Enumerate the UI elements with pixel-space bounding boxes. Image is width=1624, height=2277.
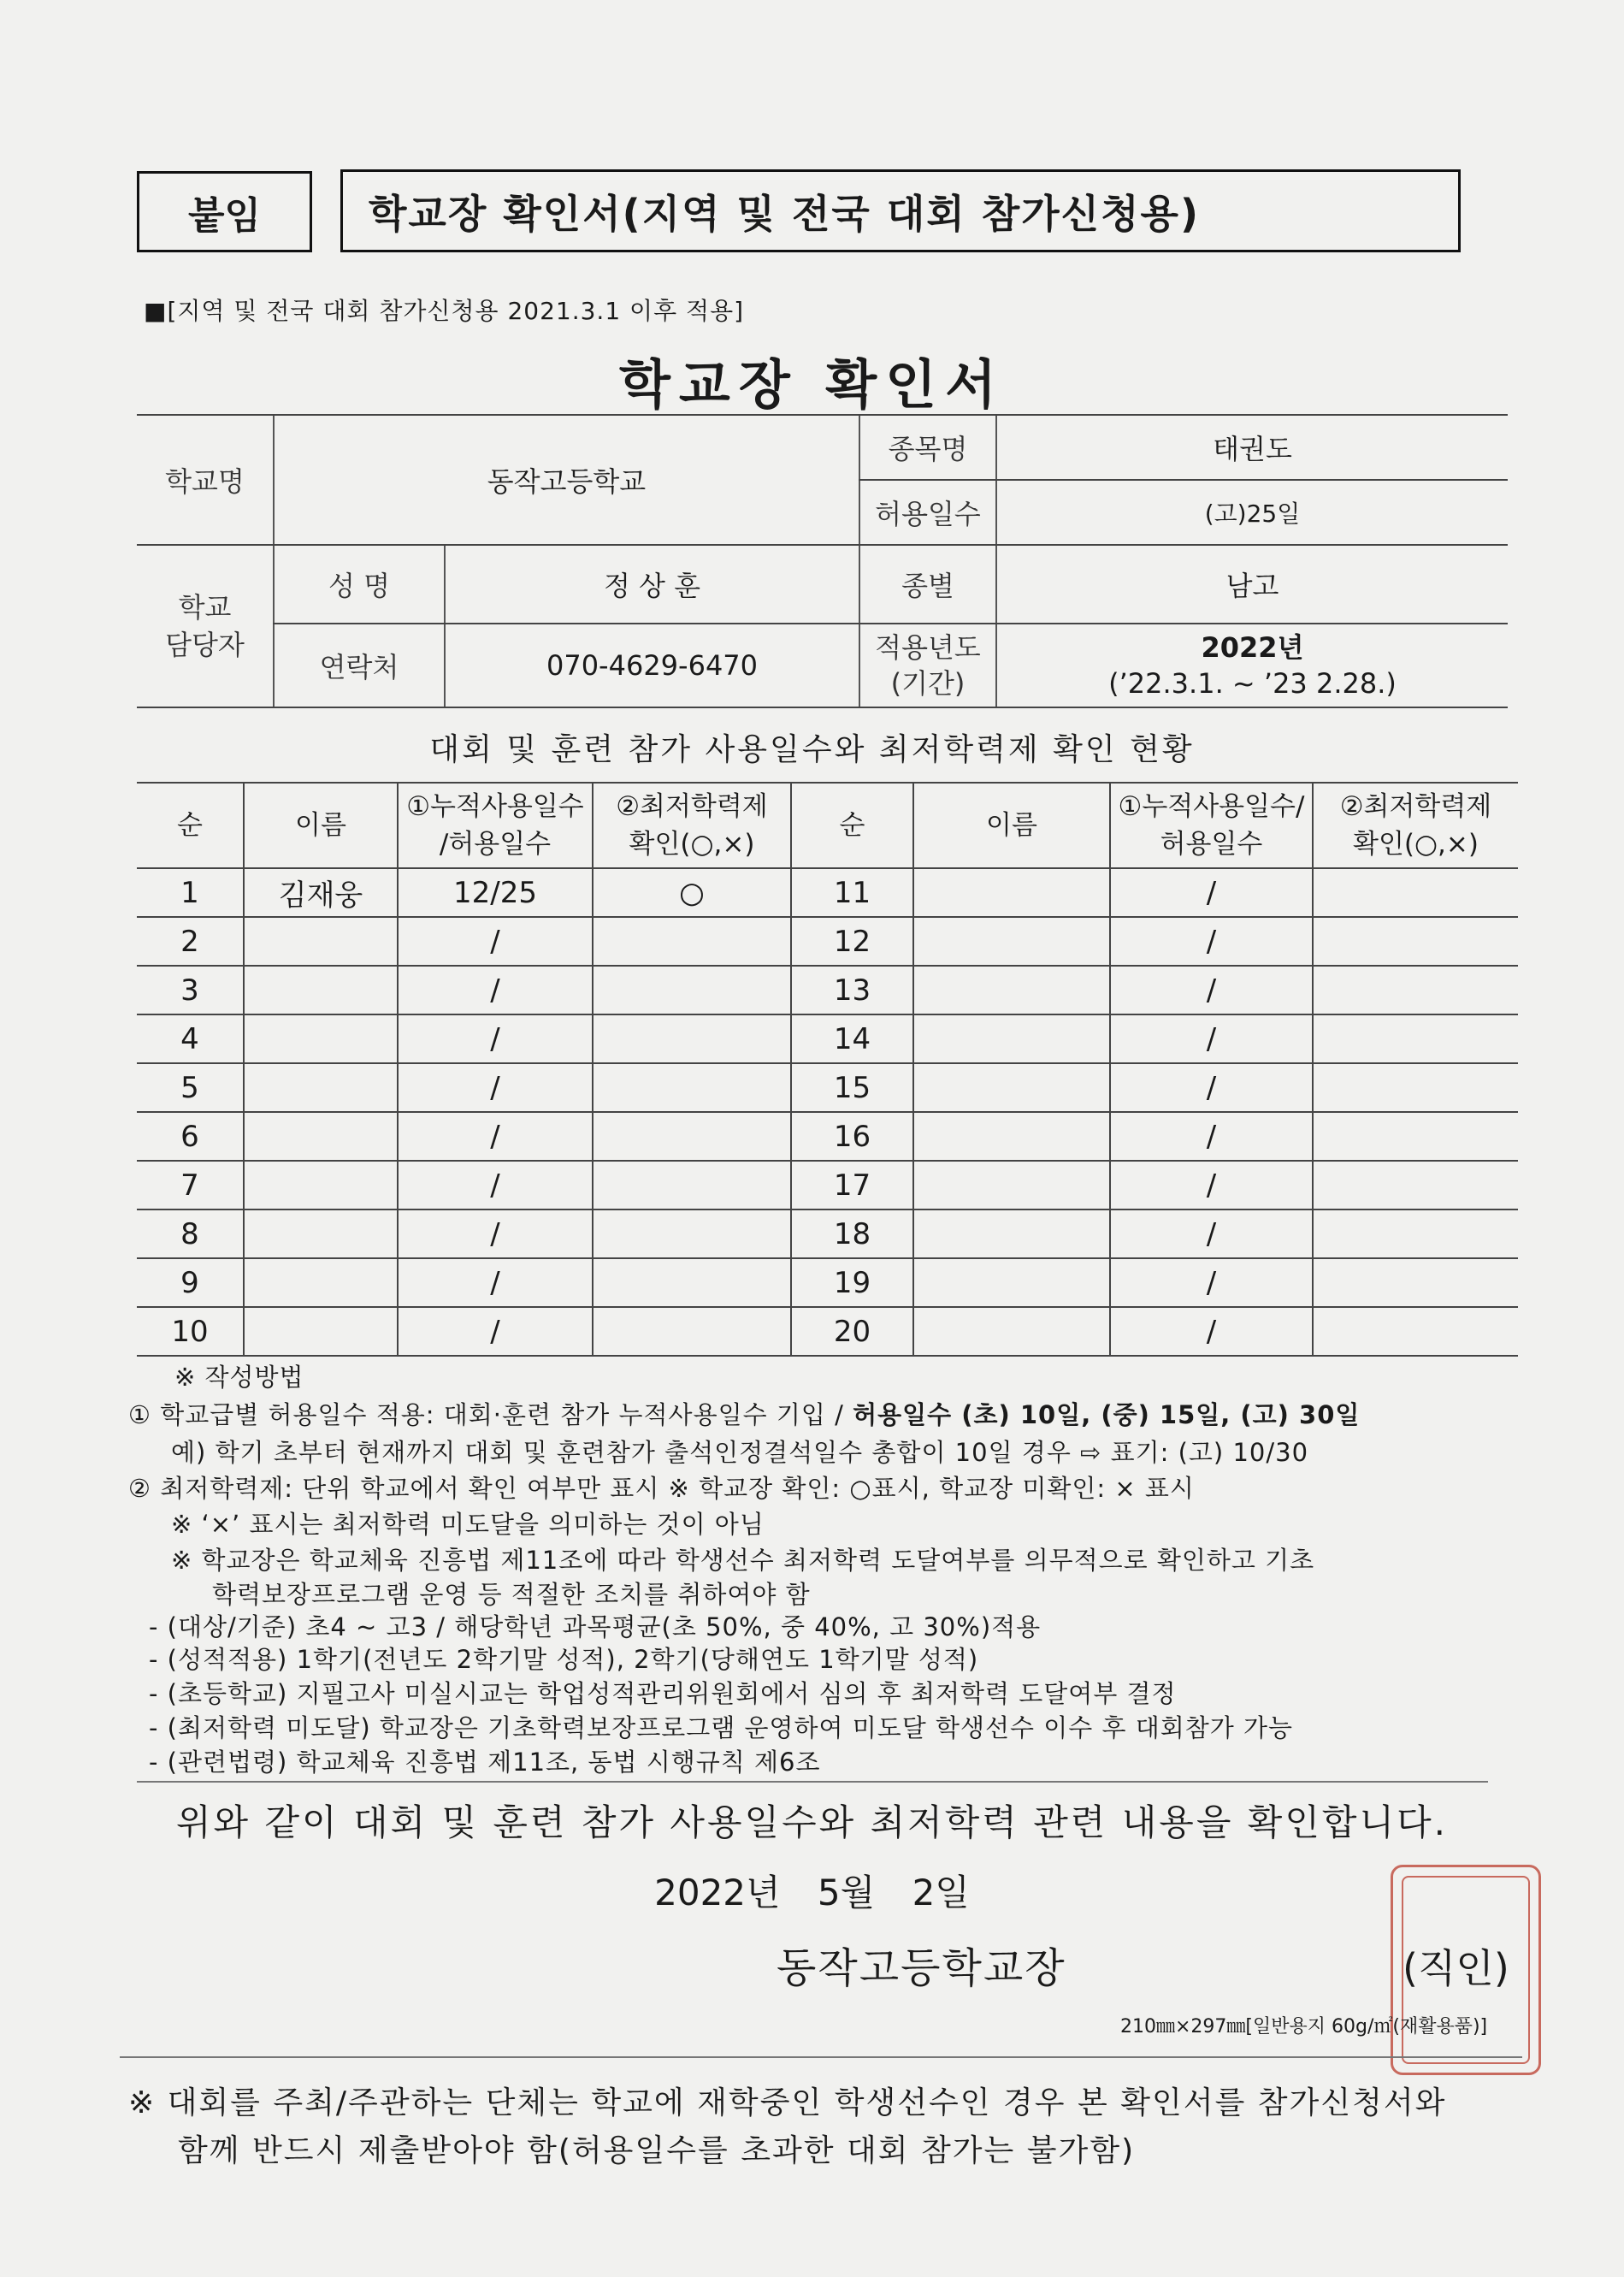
detail-2: - (성적적용) 1학기(전년도 2학기말 성적), 2학기(당해연도 1학기말 성적) <box>149 1645 979 1674</box>
table-row <box>137 1209 1518 1258</box>
category-value: 남고 <box>996 545 1508 624</box>
row-days-2: / <box>1110 1112 1313 1161</box>
footer-note-line2: 함께 반드시 제출받아야 함(허용일수를 초과한 대회 참가는 불가함) <box>178 2133 1136 2168</box>
row-no: 9 <box>137 1258 244 1307</box>
manager-name-value: 정 상 훈 <box>445 545 859 624</box>
row-name-2 <box>913 1014 1110 1063</box>
note-4b: 학력보장프로그램 운영 등 적절한 조치를 취하여야 함 <box>212 1580 811 1609</box>
row-no-2: 14 <box>791 1014 913 1063</box>
row-no-2: 11 <box>791 868 913 917</box>
row-days: / <box>398 1112 593 1161</box>
row-check <box>593 1063 791 1112</box>
apply-year-value: 2022년 <box>1201 631 1304 664</box>
roster-table <box>137 782 1518 1357</box>
allowed-days-value: (고)25일 <box>996 480 1508 545</box>
allowed-days-label: 허용일수 <box>859 480 996 545</box>
page-title: 학교장 확인서 <box>619 353 1005 416</box>
divider <box>137 1781 1488 1783</box>
row-name-2 <box>913 1063 1110 1112</box>
roster-header-row <box>137 783 1518 868</box>
row-days-2: / <box>1110 1014 1313 1063</box>
row-name-2 <box>913 1112 1110 1161</box>
col-header-check-2: ②최저학력제 확인(○,×) <box>1313 783 1518 868</box>
row-days: / <box>398 917 593 966</box>
event-value: 태권도 <box>996 415 1508 480</box>
row-check-2 <box>1313 1063 1518 1112</box>
row-name <box>244 917 398 966</box>
col-header-no: 순 <box>137 783 244 868</box>
row-check-2 <box>1313 1209 1518 1258</box>
row-days-2: / <box>1110 917 1313 966</box>
col-header-name: 이름 <box>244 783 398 868</box>
contact-value: 070-4629-6470 <box>445 624 859 707</box>
row-check-2 <box>1313 966 1518 1014</box>
row-days: / <box>398 1307 593 1356</box>
row-check: ○ <box>593 868 791 917</box>
row-name <box>244 1014 398 1063</box>
manager-name-label: 성 명 <box>274 545 445 624</box>
row-no-2: 12 <box>791 917 913 966</box>
row-no: 2 <box>137 917 244 966</box>
row-no-2: 13 <box>791 966 913 1014</box>
row-check-2 <box>1313 868 1518 917</box>
row-check <box>593 1209 791 1258</box>
row-days: / <box>398 1258 593 1307</box>
paper-spec-note: 210㎜×297㎜[일반용지 60g/㎡(재활용품)] <box>1120 2016 1488 2037</box>
row-check-2 <box>1313 1112 1518 1161</box>
row-days: / <box>398 1209 593 1258</box>
row-name <box>244 966 398 1014</box>
col-header-days-2: ①누적사용일수/ 허용일수 <box>1110 783 1313 868</box>
event-label: 종목명 <box>859 415 996 480</box>
row-name-2 <box>913 917 1110 966</box>
row-days: 12/25 <box>398 868 593 917</box>
detail-3: - (초등학교) 지필고사 미실시교는 학업성적관리위원회에서 심의 후 최저학력 도달여부 결정 <box>149 1679 1177 1708</box>
row-no: 3 <box>137 966 244 1014</box>
note-1-text: ① 학교급별 허용일수 적용: 대회·훈련 참가 누적사용일수 기입 / <box>128 1400 853 1429</box>
row-check <box>593 1307 791 1356</box>
row-check <box>593 1112 791 1161</box>
row-no-2: 19 <box>791 1258 913 1307</box>
row-check-2 <box>1313 1258 1518 1307</box>
row-check-2 <box>1313 1161 1518 1209</box>
row-name-2 <box>913 1209 1110 1258</box>
row-name-2 <box>913 1161 1110 1209</box>
contact-label: 연락처 <box>274 624 445 707</box>
row-no: 5 <box>137 1063 244 1112</box>
row-name <box>244 1161 398 1209</box>
row-no: 4 <box>137 1014 244 1063</box>
row-check-2 <box>1313 917 1518 966</box>
row-days: / <box>398 1014 593 1063</box>
col-header-check: ②최저학력제 확인(○,×) <box>593 783 791 868</box>
row-check <box>593 917 791 966</box>
col-header-no-2: 순 <box>791 783 913 868</box>
issue-date: 2022년 5월 2일 <box>654 1872 970 1913</box>
row-no-2: 18 <box>791 1209 913 1258</box>
row-name-2 <box>913 966 1110 1014</box>
row-check-2 <box>1313 1307 1518 1356</box>
row-name <box>244 1258 398 1307</box>
apply-period-value: (’22.3.1. ~ ’23 2.28.) <box>1108 667 1397 700</box>
col-header-days: ①누적사용일수 /허용일수 <box>398 783 593 868</box>
row-no-2: 16 <box>791 1112 913 1161</box>
table-row <box>137 1112 1518 1161</box>
row-name <box>244 1209 398 1258</box>
note-1 <box>128 1396 1360 1431</box>
row-check <box>593 966 791 1014</box>
row-days-2: / <box>1110 868 1313 917</box>
row-check-2 <box>1313 1014 1518 1063</box>
row-no: 1 <box>137 868 244 917</box>
table-row <box>137 1307 1518 1356</box>
row-days: / <box>398 966 593 1014</box>
detail-1: - (대상/기준) 초4 ~ 고3 / 해당학년 과목평균(초 50%, 중 40%, 고 30%)적용 <box>149 1612 1042 1641</box>
note-2: ② 최저학력제: 단위 학교에서 확인 여부만 표시 ※ 학교장 확인: ○표시, 학교장 미확인: × 표시 <box>128 1474 1195 1503</box>
row-name: 김재웅 <box>244 868 398 917</box>
school-name-value: 동작고등학교 <box>274 415 859 545</box>
table-row <box>137 868 1518 917</box>
row-days-2: / <box>1110 1209 1313 1258</box>
note-4a: ※ 학교장은 학교체육 진흥법 제11조에 따라 학생선수 최저학력 도달여부를 의무적으로 확인하고 기초 <box>171 1546 1315 1575</box>
notes-heading: ※ 작성방법 <box>174 1363 304 1392</box>
row-name <box>244 1112 398 1161</box>
document-header-title: 학교장 확인서(지역 및 전국 대회 참가신청용) <box>340 169 1461 252</box>
principal-name: 동작고등학교장 <box>777 1944 1066 1992</box>
detail-4: - (최저학력 미도달) 학교장은 기초학력보장프로그램 운영하여 미도달 학생선수 이수 후 대회참가 가능 <box>149 1713 1294 1742</box>
note-1-example: 예) 학기 초부터 현재까지 대회 및 훈련참가 출석인정결석일수 총합이 10일 경우 ⇨ 표기: (고) 10/30 <box>171 1438 1309 1467</box>
status-heading: 대회 및 훈련 참가 사용일수와 최저학력제 확인 현황 <box>429 732 1195 767</box>
row-name-2 <box>913 868 1110 917</box>
table-row <box>137 917 1518 966</box>
row-days-2: / <box>1110 1161 1313 1209</box>
school-name-label: 학교명 <box>137 415 274 545</box>
row-no-2: 20 <box>791 1307 913 1356</box>
row-no: 6 <box>137 1112 244 1161</box>
table-row <box>137 1161 1518 1209</box>
table-row <box>137 1063 1518 1112</box>
row-check <box>593 1161 791 1209</box>
row-check <box>593 1258 791 1307</box>
row-no: 10 <box>137 1307 244 1356</box>
row-no: 8 <box>137 1209 244 1258</box>
applies-note: ■[지역 및 전국 대회 참가신청용 2021.3.1 이후 적용] <box>144 297 745 325</box>
note-3: ※ ‘×’ 표시는 최저학력 미도달을 의미하는 것이 아님 <box>171 1510 765 1539</box>
row-name-2 <box>913 1307 1110 1356</box>
col-header-name-2: 이름 <box>913 783 1110 868</box>
row-name <box>244 1063 398 1112</box>
manager-label: 학교 담당자 <box>137 545 274 707</box>
table-row <box>137 966 1518 1014</box>
attachment-label: 붙임 <box>137 171 312 252</box>
table-row <box>137 1258 1518 1307</box>
row-no: 7 <box>137 1161 244 1209</box>
row-days-2: / <box>1110 1063 1313 1112</box>
detail-5: - (관련법령) 학교체육 진흥법 제11조, 동법 시행규칙 제6조 <box>149 1748 821 1777</box>
row-name <box>244 1307 398 1356</box>
row-days-2: / <box>1110 966 1313 1014</box>
row-name-2 <box>913 1258 1110 1307</box>
table-row <box>137 1014 1518 1063</box>
divider <box>120 2056 1522 2058</box>
school-info-table <box>137 414 1508 708</box>
row-no-2: 17 <box>791 1161 913 1209</box>
confirmation-text: 위와 같이 대회 및 훈련 참가 사용일수와 최저학력 관련 내용을 확인합니다. <box>175 1801 1449 1843</box>
seal-label: (직인) <box>1403 1945 1509 1991</box>
row-check <box>593 1014 791 1063</box>
row-days: / <box>398 1161 593 1209</box>
footer-note-line1: ※ 대회를 주최/주관하는 단체는 학교에 재학중인 학생선수인 경우 본 확인서를 참가신청서와 <box>128 2085 1447 2120</box>
row-days-2: / <box>1110 1307 1313 1356</box>
category-label: 종별 <box>859 545 996 624</box>
note-1-bold: 허용일수 (초) 10일, (중) 15일, (고) 30일 <box>853 1400 1361 1429</box>
row-no-2: 15 <box>791 1063 913 1112</box>
apply-year-label: 적용년도 (기간) <box>859 624 996 707</box>
row-days-2: / <box>1110 1258 1313 1307</box>
row-days: / <box>398 1063 593 1112</box>
